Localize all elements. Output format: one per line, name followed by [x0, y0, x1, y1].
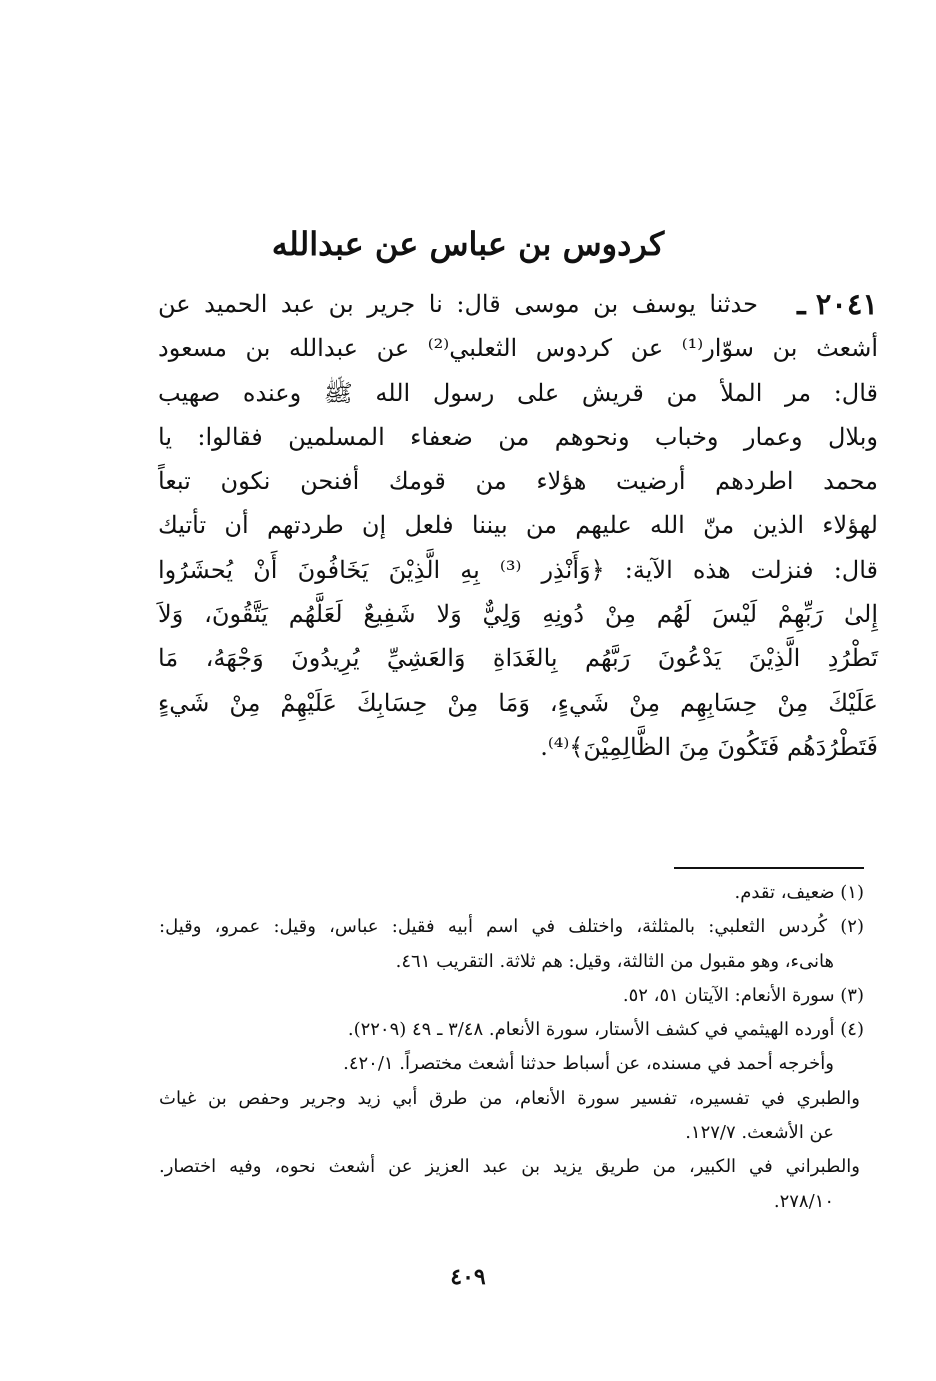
hadith-number: ٢٠٤١ ـ: [797, 287, 878, 321]
footnote-2: (٢) كُردس الثعلبي: بالمثلثة، واختلف في اسم أبيه فقيل: عباس، وقيل: عمرو، وقيل:: [159, 916, 864, 938]
footnote-4-continued: ٢٧٨/١٠.: [773, 1190, 834, 1212]
footnote-separator: [674, 867, 864, 869]
hadith-line: أشعث بن سوّار⁽¹⁾ عن كردوس الثعلبي⁽²⁾ عن عبدالله بن مسعود: [158, 334, 878, 363]
quran-verse-line: فَتَطْرُدَهُم فَتَكُونَ مِنَ الظَّالِمِيْنَ﴾⁽⁴⁾.: [540, 732, 878, 761]
quran-verse-line: عَلَيْكَ مِنْ حِسَابِهِم مِنْ شَيءٍ، وَمَا مِنْ حِسَابِكَ عَلَيْهِمْ مِنْ شَيءٍ: [158, 688, 878, 717]
quran-verse-line: إِلىٰ رَبِّهِمْ لَيْسَ لَهُم مِنْ دُونِهِ وَلِيٌّ وَلا شَفِيعٌ لَعَلَّهُم يَتَّقُونَ، وَلاَ: [158, 600, 878, 629]
footnote-1: (١) ضعيف، تقدم.: [734, 882, 864, 903]
hadith-line: قال: مر الملأ من قريش على رسول الله ﷺ وعنده صهيب: [158, 378, 878, 407]
footnote-4-continued: والطبري في تفسيره، تفسير سورة الأنعام، من طرق أبي زيد وجرير وحفص بن غياث: [159, 1087, 860, 1109]
hadith-text: [158, 282, 878, 769]
page-number: ٤٠٩: [450, 1264, 486, 1290]
quran-verse-line: تَطْرُدِ الَّذِيْنَ يَدْعُونَ رَبَّهُم بِالغَدَاةِ وَالعَشِيِّ يُرِيدُونَ وَجْهَهُ، مَا: [158, 644, 878, 673]
footnote-4-continued: عن الأشعث. ١٢٧/٧.: [685, 1122, 834, 1144]
hadith-line: قال: فنزلت هذه الآية: ﴿وَأَنْذِر ⁽³⁾ بِهِ الَّذِيْنَ يَخَافُونَ أَنْ يُحشَرُوا: [158, 555, 879, 584]
footnote-3: (٣) سورة الأنعام: الآيتان ٥١، ٥٢.: [622, 984, 864, 1006]
hadith-line: محمد اطردهم أرضيت هؤلاء من قومك أفنحن نكون تبعاً: [158, 467, 878, 496]
footnote-4: (٤) أورده الهيثمي في كشف الأستار، سورة الأنعام. ٣/٤٨ ـ ٤٩ (٢٢٠٩).: [347, 1019, 864, 1041]
hadith-line: وبلال وعمار وخباب ونحوهم من ضعفاء المسلمين فقالوا: يا: [158, 422, 878, 451]
hadith-line: حدثنا يوسف بن موسى قال: نا جرير بن عبد الحميد عن: [158, 290, 758, 318]
footnote-2-continued: هانىء، وهو مقبول من الثالثة، وقيل: هم ثلاثة. التقريب ٤٦١.: [395, 950, 834, 972]
footnote-4-continued: والطبراني في الكبير، من طريق يزيد بن عبد العزيز عن أشعث نحوه، وفيه اختصار.: [159, 1156, 861, 1178]
footnote-4-continued: وأخرجه أحمد في مسنده، عن أسباط حدثنا أشعث مختصراً. ٤٢٠/١.: [343, 1053, 834, 1075]
chapter-title: كردوس بن عباس عن عبدالله: [271, 225, 665, 263]
hadith-line: لهؤلاء الذين منّ الله عليهم من بيننا فلعل إن طردتهم أن تأتيك: [158, 511, 878, 540]
footnotes: [159, 876, 864, 1219]
